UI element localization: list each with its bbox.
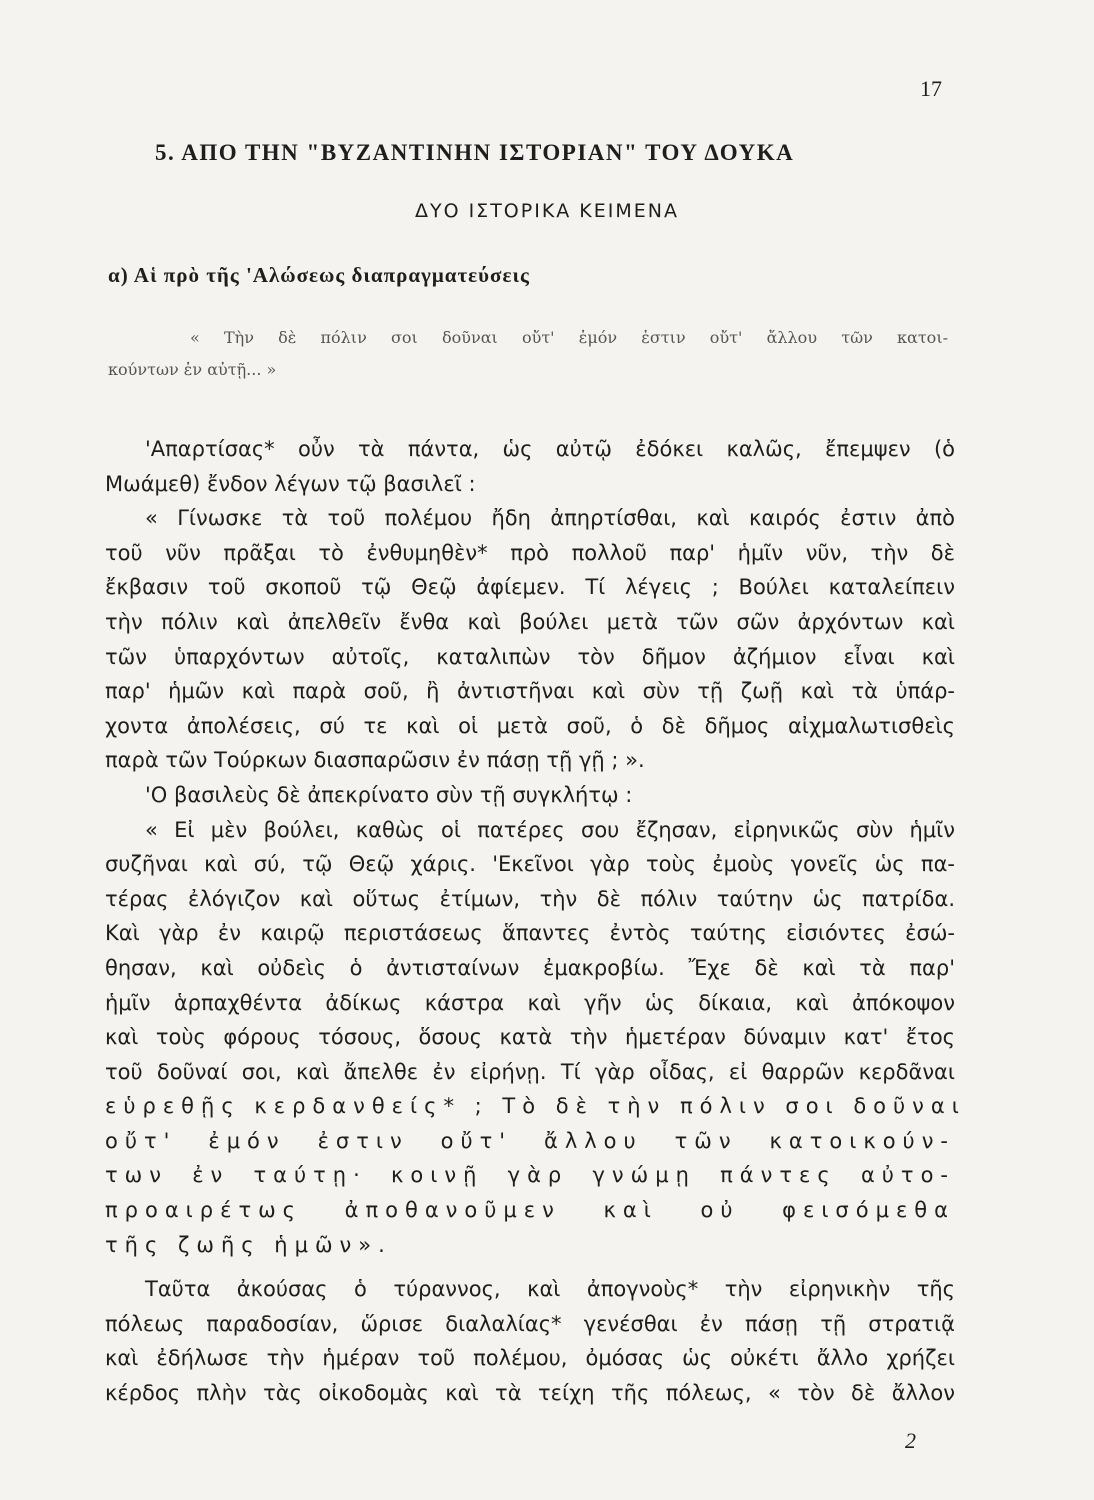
body-line: εὑρεθῇς κερδανθείς* ; Τὸ δὲ τὴν πόλιν σοι δοῦναι <box>105 1094 966 1119</box>
body-line: τῶν ὑπαρχόντων αὐτοῖς, καταλιπὼν τὸν δῆμον ἀζήμιον εἶναι καὶ <box>105 644 955 669</box>
body-line: χοντα ἀπολέσεις, σύ τε καὶ οἱ μετὰ σοῦ, ὁ δὲ δῆμος αἰχμαλωτισθεὶς <box>105 713 955 738</box>
chapter-title: 5. ΑΠΟ ΤΗΝ "ΒΥΖΑΝΤΙΝΗΝ ΙΣΤΟΡΙΑΝ" ΤΟΥ ΔΟΥΚΑ <box>155 140 795 165</box>
body-line: καὶ ἐδήλωσε τὴν ἡμέραν τοῦ πολέμου, ὀμόσας ὡς οὐκέτι ἄλλο χρήζει <box>105 1346 955 1371</box>
body-line: Μωάμεθ) ἔνδον λέγων τῷ βασιλεῖ : <box>105 471 476 496</box>
signature-mark: 2 <box>905 1428 916 1453</box>
body-line: κέρδος πλὴν τὰς οἰκοδομὰς καὶ τὰ τείχη τῆς πόλεως, « τὸν δὲ ἄλλον <box>105 1381 955 1406</box>
body-line: των ἐν ταύτῃ· κοινῇ γὰρ γνώμῃ πάντες αὐτο- <box>105 1163 955 1188</box>
page-number: 17 <box>920 76 942 101</box>
body-line: 'Ο βασιλεὺς δὲ ἀπεκρίνατο σὺν τῇ συγκλήτῳ : <box>145 782 633 807</box>
body-line: ἔκβασιν τοῦ σκοποῦ τῷ Θεῷ ἀφίεμεν. Τί λέγεις ; Βούλει καταλείπειν <box>105 575 955 600</box>
body-line: τοῦ νῦν πρᾶξαι τὸ ἐνθυμηθὲν* πρὸ πολλοῦ παρ' ἡμῖν νῦν, τὴν δὲ <box>105 540 955 565</box>
body-line: παρ' ἡμῶν καὶ παρὰ σοῦ, ἢ ἀντιστῆναι καὶ σὺν τῇ ζωῇ καὶ τὰ ὑπάρ- <box>105 679 955 704</box>
body-line: 'Απαρτίσας* οὖν τὰ πάντα, ὡς αὐτῷ ἐδόκει καλῶς, ἔπεμψεν (ὁ <box>145 437 955 461</box>
body-line: « Εἰ μὲν βούλει, καθὼς οἱ πατέρες σου ἔζησαν, εἰρηνικῶς σὺν ἡμῖν <box>145 817 955 842</box>
section-heading: α) Αἱ πρὸ τῆς 'Αλώσεως διαπραγματεύσεις <box>108 263 530 287</box>
body-line: οὔτ' ἐμόν ἐστιν οὔτ' ἄλλου τῶν κατοικούν- <box>105 1128 955 1153</box>
body-line: τοῦ δοῦναί σοι, καὶ ἄπελθε ἐν εἰρήνῃ. Τί γὰρ οἶδας, εἰ θαρρῶν κερδᾶναι <box>105 1059 955 1084</box>
body-line: « Γίνωσκε τὰ τοῦ πολέμου ἤδη ἀπηρτίσθαι, καὶ καιρός ἐστιν ἀπὸ <box>145 506 955 531</box>
body-line: προαιρέτως ἀποθανοῦμεν καὶ οὐ φεισόμεθα <box>105 1198 955 1223</box>
epigraph-line: « Τὴν δὲ πόλιν σοι δοῦναι οὔτ' ἐμόν ἐστιν οὔτ' ἄλλου τῶν κατοι- <box>190 328 948 347</box>
body-line: ἡμῖν ἁρπαχθέντα ἀδίκως κάστρα καὶ γῆν ὡς δίκαια, καὶ ἀπόκοψον <box>105 990 955 1015</box>
body-line: Καὶ γὰρ ἐν καιρῷ περιστάσεως ἅπαντες ἐντὸς ταύτης εἰσιόντες ἐσώ- <box>105 921 955 946</box>
body-line: τὴν πόλιν καὶ ἀπελθεῖν ἔνθα καὶ βούλει μετὰ τῶν σῶν ἀρχόντων καὶ <box>105 609 955 634</box>
body-line: πόλεως παραδοσίαν, ὥρισε διαλαλίας* γενέσθαι ἐν πάσῃ τῇ στρατιᾷ <box>105 1311 955 1336</box>
body-line: τέρας ἐλόγιζον καὶ οὕτως ἐτίμων, τὴν δὲ πόλιν ταύτην ὡς πατρίδα. <box>105 886 955 911</box>
epigraph-line: κούντων ἐν αὐτῇ... » <box>108 360 277 379</box>
subtitle: ΔΥΟ ΙΣΤΟΡΙΚΑ ΚΕΙΜΕΝΑ <box>414 200 679 222</box>
body-line: συζῆναι καὶ σύ, τῷ Θεῷ χάρις. 'Εκεῖνοι γὰρ τοὺς ἐμοὺς γονεῖς ὡς πα- <box>105 852 955 877</box>
body-line: θησαν, καὶ οὐδεὶς ὁ ἀντισταίνων ἐμακροβίω. Ἔχε δὲ καὶ τὰ παρ' <box>105 955 955 980</box>
body-line: καὶ τοὺς φόρους τόσους, ὅσους κατὰ τὴν ἡμετέραν δύναμιν κατ' ἔτος <box>105 1025 955 1050</box>
body-line: Ταῦτα ἀκούσας ὁ τύραννος, καὶ ἀπογνοὺς* τὴν εἰρηνικὴν τῆς <box>145 1277 955 1302</box>
body-text <box>105 432 966 1411</box>
body-line: τῆς ζωῆς ἡμῶν». <box>105 1232 392 1257</box>
body-line: παρὰ τῶν Τούρκων διασπαρῶσιν ἐν πάσῃ τῇ γῇ ; ». <box>105 748 645 773</box>
